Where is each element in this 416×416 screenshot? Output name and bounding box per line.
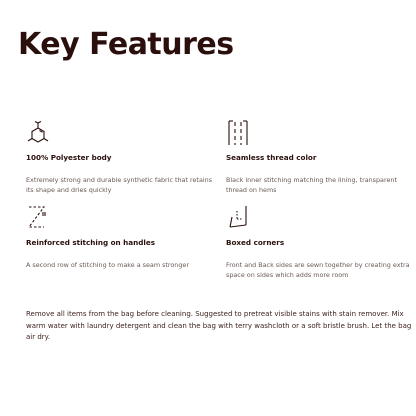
feature-title: Boxed corners	[226, 238, 285, 247]
feature-description: Front and Back sides are sewn together by creating extra space on sides which adds more room	[226, 261, 410, 279]
feature-description: Black inner stitching matching the lining, transparent thread on hems	[226, 176, 397, 194]
feature-boxed-corners	[226, 205, 410, 279]
boxed-corner-icon	[226, 205, 250, 231]
chemical-structure-icon	[26, 120, 50, 146]
feature-title: Seamless thread color	[226, 153, 317, 162]
feature-title: 100% Polyester body	[26, 153, 112, 162]
feature-description: Extremely strong and durable synthetic fabric that retains its shape and dries quickly	[26, 176, 213, 194]
page-title: Key Features	[18, 27, 234, 62]
care-instructions: Remove all items from the bag before cleaning. Suggested to pretreat visible stains with stain remover. Mix warm water with laundry detergent and clean the bag with terry washcloth or a soft bristle brush. Let the bag air dry.	[26, 310, 412, 341]
feature-polyester-body	[26, 120, 213, 194]
feature-seamless-thread	[226, 120, 406, 194]
feature-reinforced-stitching	[26, 205, 206, 269]
zigzag-stitch-icon	[26, 205, 50, 231]
seam-stitch-icon	[226, 120, 250, 146]
feature-description: A second row of stitching to make a seam stronger	[26, 261, 189, 269]
feature-title: Reinforced stitching on handles	[26, 238, 156, 247]
